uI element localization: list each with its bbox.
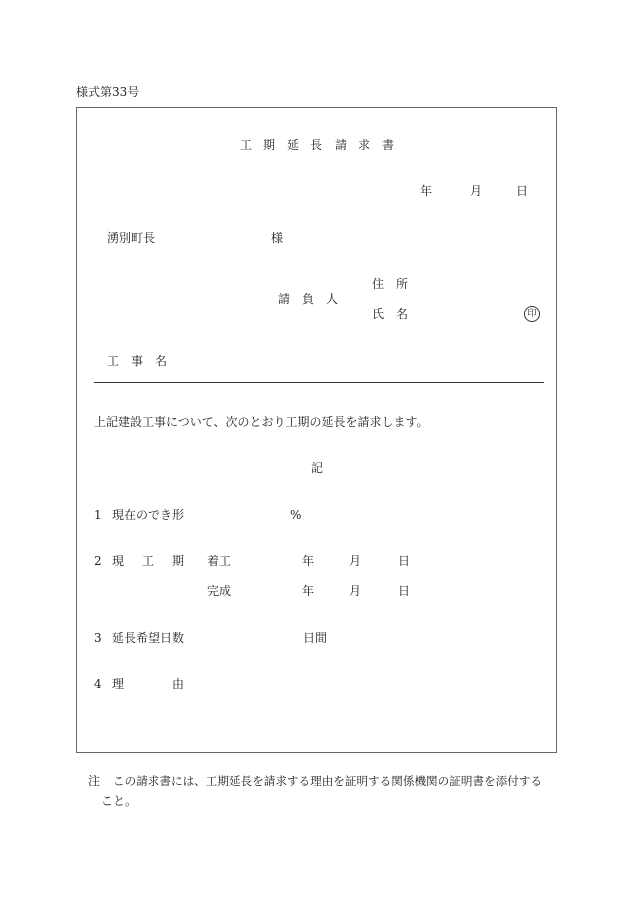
title-char: 延 <box>287 138 300 152</box>
title-char: 求 <box>358 138 371 152</box>
start-label: 着工 <box>207 554 232 568</box>
form-number: 様式第33号 <box>76 85 140 99</box>
item-1-number: 1 <box>94 508 102 522</box>
date-year: 年 <box>420 184 433 198</box>
date-month: 月 <box>470 184 483 198</box>
address-label: 住 所 <box>372 277 409 291</box>
item-2-label-char: 期 <box>172 554 185 568</box>
item-3-number: 3 <box>94 631 102 645</box>
project-name-label: 工 事 名 <box>107 354 168 368</box>
intro-text: 上記建設工事について、次のとおり工期の延長を請求します。 <box>94 415 429 429</box>
note-mark: 注 <box>88 774 101 788</box>
item-3-unit: 日間 <box>303 631 328 645</box>
finish-month: 月 <box>349 584 362 598</box>
item-4-number: 4 <box>94 677 102 691</box>
addressee-name: 湧別町長 <box>107 231 156 245</box>
item-1-label: 現在のでき形 <box>112 508 185 522</box>
title-char: 請 <box>335 138 348 152</box>
title-char: 書 <box>382 138 395 152</box>
finish-year: 年 <box>302 584 315 598</box>
item-1-unit: % <box>290 508 302 522</box>
item-4-label-char: 由 <box>172 677 185 691</box>
note-line-2: こと。 <box>101 794 138 808</box>
item-2-label-char: 現 <box>112 554 125 568</box>
item-4-label-char: 理 <box>112 677 125 691</box>
ki-heading: 記 <box>311 461 324 475</box>
title-char: 長 <box>310 138 323 152</box>
start-month: 月 <box>349 554 362 568</box>
date-day: 日 <box>516 184 529 198</box>
finish-label: 完成 <box>207 584 232 598</box>
name-label: 氏 名 <box>372 307 409 321</box>
contractor-label: 請 負 人 <box>278 292 339 306</box>
start-year: 年 <box>302 554 315 568</box>
item-3-label: 延長希望日数 <box>112 631 185 645</box>
title-char: 期 <box>263 138 276 152</box>
note-line-1: この請求書には、工期延長を請求する理由を証明する関係機関の証明書を添付する <box>113 774 542 788</box>
form-frame <box>76 107 557 753</box>
finish-day: 日 <box>398 584 411 598</box>
project-name-line <box>94 382 544 383</box>
seal-icon: 印 <box>524 306 540 322</box>
title-char: 工 <box>240 138 253 152</box>
addressee-honorific: 様 <box>271 231 284 245</box>
item-2-number: 2 <box>94 554 102 568</box>
start-day: 日 <box>398 554 411 568</box>
item-2-label-char: 工 <box>142 554 155 568</box>
